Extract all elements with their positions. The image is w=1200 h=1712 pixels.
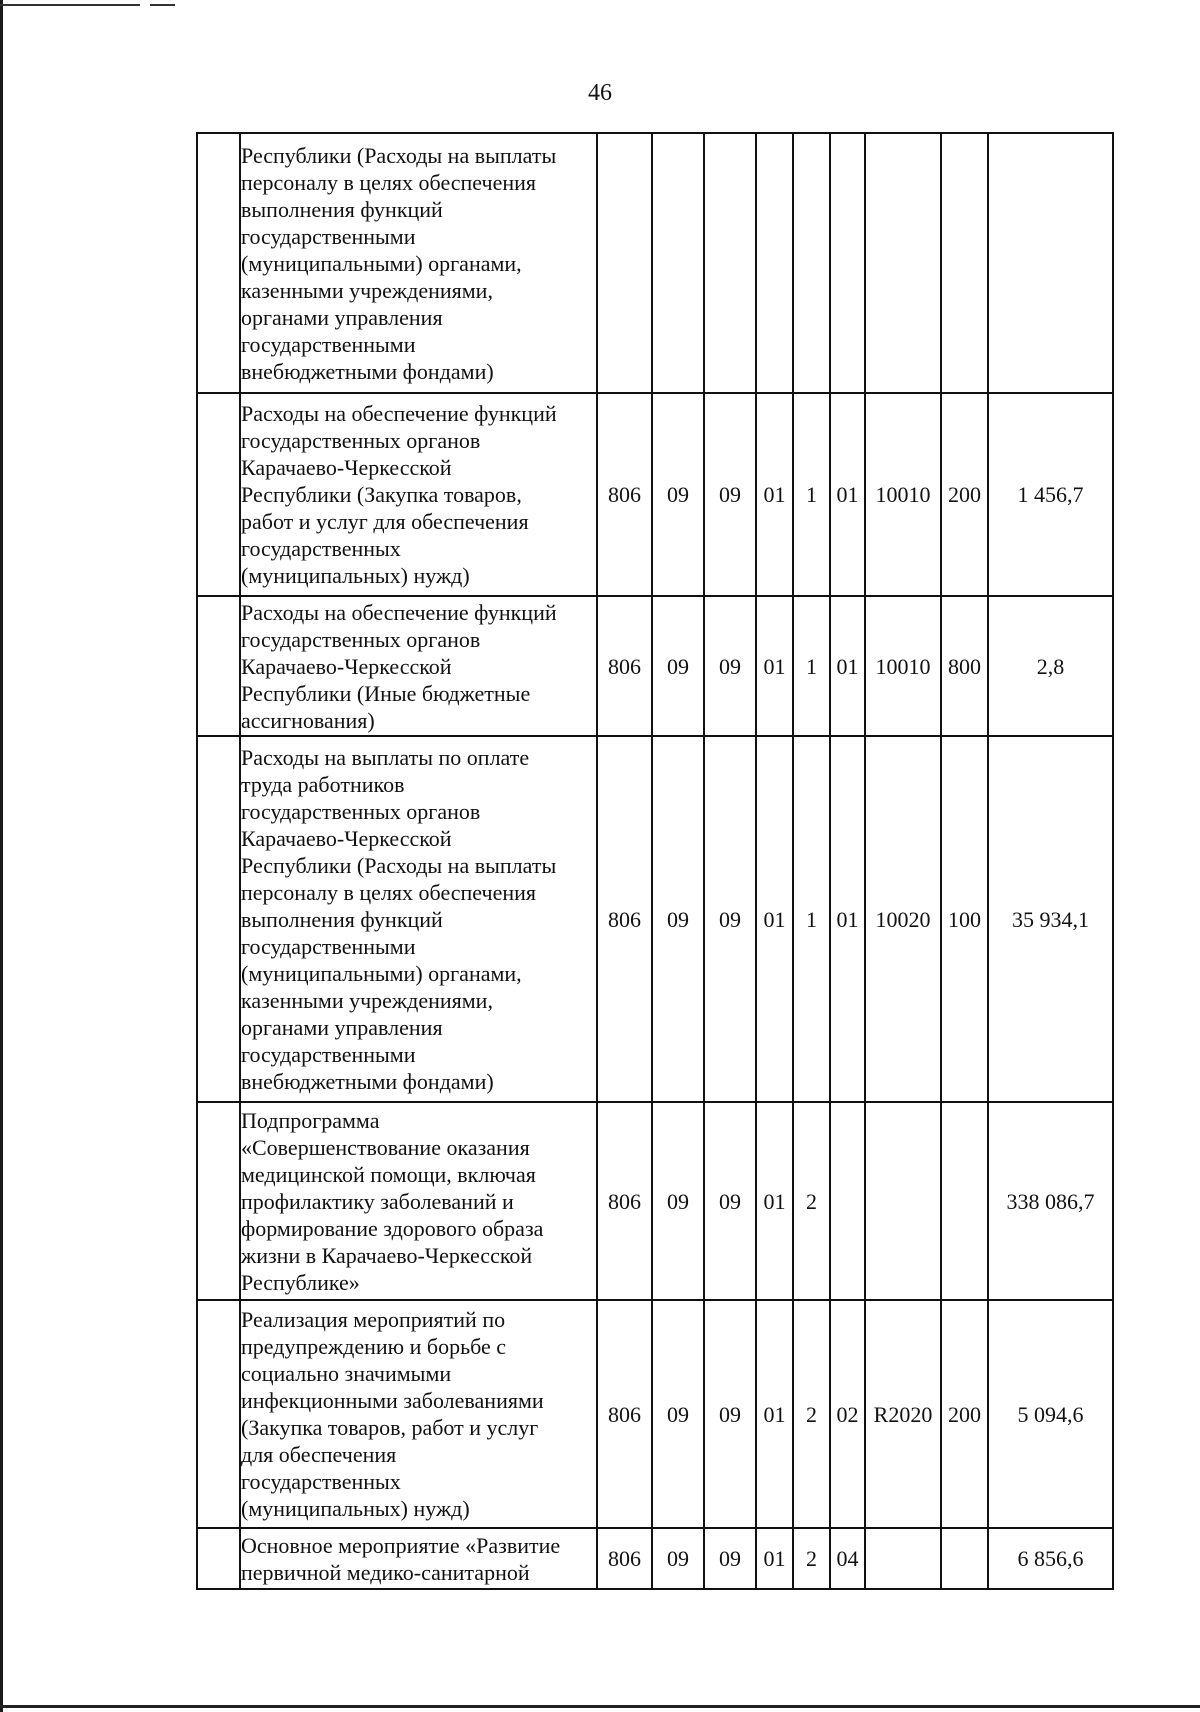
- table-row: [197, 1102, 1113, 1300]
- table-row: [197, 736, 1113, 1102]
- expense-type-cell: [941, 1102, 988, 1300]
- ved-code-cell: 806: [597, 596, 652, 736]
- measure-code-cell: [830, 133, 865, 393]
- description-cell: Реализация мероприятий по предупреждению и борьбе с социально значимыми инфекционными заболеваниями (Закупка товаров, работ и услуг для обеспечения государственных (муниципальных) нужд): [240, 1300, 597, 1528]
- program-code-cell: 01: [756, 1102, 793, 1300]
- page-border-left: [0, 0, 3, 1712]
- expense-type-cell: 200: [941, 1300, 988, 1528]
- row-number-cell: [197, 736, 240, 1102]
- description-cell: Подпрограмма «Совершенствование оказания медицинской помощи, включая профилактику заболеваний и формирование здорового образа жизни в Карачаево-Черкесской Республике»: [240, 1102, 597, 1300]
- section-code-cell: 09: [652, 1528, 704, 1589]
- amount-cell: 2,8: [988, 596, 1113, 736]
- subsection-code-cell: 09: [704, 1102, 756, 1300]
- expense-type-cell: [941, 133, 988, 393]
- direction-code-cell: 10010: [865, 596, 941, 736]
- direction-code-cell: 10020: [865, 736, 941, 1102]
- page-border-top-segment: [150, 4, 175, 6]
- table-row: [197, 133, 1113, 393]
- measure-code-cell: 02: [830, 1300, 865, 1528]
- subsection-code-cell: 09: [704, 393, 756, 596]
- table-row: [197, 596, 1113, 736]
- program-code-cell: 01: [756, 736, 793, 1102]
- subprogram-code-cell: 2: [793, 1102, 830, 1300]
- ved-code-cell: [597, 133, 652, 393]
- budget-table: [196, 132, 1114, 1590]
- subsection-code-cell: 09: [704, 1528, 756, 1589]
- amount-cell: [988, 133, 1113, 393]
- subsection-code-cell: 09: [704, 736, 756, 1102]
- direction-code-cell: 10010: [865, 393, 941, 596]
- description-cell: Основное мероприятие «Развитие первичной медико-санитарной: [240, 1528, 597, 1589]
- amount-cell: 35 934,1: [988, 736, 1113, 1102]
- program-code-cell: 01: [756, 596, 793, 736]
- row-number-cell: [197, 133, 240, 393]
- section-code-cell: 09: [652, 1102, 704, 1300]
- subprogram-code-cell: [793, 133, 830, 393]
- expense-type-cell: 200: [941, 393, 988, 596]
- ved-code-cell: 806: [597, 1300, 652, 1528]
- subsection-code-cell: 09: [704, 596, 756, 736]
- subprogram-code-cell: 2: [793, 1528, 830, 1589]
- measure-code-cell: 01: [830, 393, 865, 596]
- section-code-cell: 09: [652, 1300, 704, 1528]
- description-cell: Расходы на обеспечение функций государственных органов Карачаево-Черкесской Республики (Иные бюджетные ассигнования): [240, 596, 597, 736]
- amount-cell: 1 456,7: [988, 393, 1113, 596]
- row-number-cell: [197, 596, 240, 736]
- program-code-cell: 01: [756, 1300, 793, 1528]
- expense-type-cell: 100: [941, 736, 988, 1102]
- section-code-cell: 09: [652, 596, 704, 736]
- ved-code-cell: 806: [597, 393, 652, 596]
- row-number-cell: [197, 393, 240, 596]
- direction-code-cell: R2020: [865, 1300, 941, 1528]
- section-code-cell: 09: [652, 736, 704, 1102]
- row-number-cell: [197, 1300, 240, 1528]
- measure-code-cell: [830, 1102, 865, 1300]
- table-row: [197, 1528, 1113, 1589]
- ved-code-cell: 806: [597, 1102, 652, 1300]
- program-code-cell: [756, 133, 793, 393]
- program-code-cell: 01: [756, 1528, 793, 1589]
- measure-code-cell: 01: [830, 736, 865, 1102]
- ved-code-cell: 806: [597, 736, 652, 1102]
- subprogram-code-cell: 2: [793, 1300, 830, 1528]
- direction-code-cell: [865, 133, 941, 393]
- section-code-cell: 09: [652, 393, 704, 596]
- table-row: [197, 1300, 1113, 1528]
- subsection-code-cell: 09: [704, 1300, 756, 1528]
- subprogram-code-cell: 1: [793, 736, 830, 1102]
- subprogram-code-cell: 1: [793, 393, 830, 596]
- subsection-code-cell: [704, 133, 756, 393]
- expense-type-cell: 800: [941, 596, 988, 736]
- page-border-bottom: [0, 1705, 1200, 1708]
- subprogram-code-cell: 1: [793, 596, 830, 736]
- description-cell: Республики (Расходы на выплаты персоналу в целях обеспечения выполнения функций государственными (муниципальными) органами, казенными учреждениями, органами управления государственными внебюджетными фондами): [240, 133, 597, 393]
- ved-code-cell: 806: [597, 1528, 652, 1589]
- page-border-top: [0, 4, 140, 6]
- direction-code-cell: [865, 1102, 941, 1300]
- measure-code-cell: 01: [830, 596, 865, 736]
- table-row: [197, 393, 1113, 596]
- section-code-cell: [652, 133, 704, 393]
- program-code-cell: 01: [756, 393, 793, 596]
- row-number-cell: [197, 1102, 240, 1300]
- amount-cell: 5 094,6: [988, 1300, 1113, 1528]
- measure-code-cell: 04: [830, 1528, 865, 1589]
- description-cell: Расходы на выплаты по оплате труда работников государственных органов Карачаево-Черкесской Республики (Расходы на выплаты персоналу в целях обеспечения выполнения функций государственными (муниципальными) органами, казенными учреждениями, органами управления государственными внебюджетными фондами): [240, 736, 597, 1102]
- direction-code-cell: [865, 1528, 941, 1589]
- expense-type-cell: [941, 1528, 988, 1589]
- amount-cell: 6 856,6: [988, 1528, 1113, 1589]
- description-cell: Расходы на обеспечение функций государственных органов Карачаево-Черкесской Республики (Закупка товаров, работ и услуг для обеспечения государственных (муниципальных) нужд): [240, 393, 597, 596]
- row-number-cell: [197, 1528, 240, 1589]
- amount-cell: 338 086,7: [988, 1102, 1113, 1300]
- page-number: 46: [588, 80, 612, 106]
